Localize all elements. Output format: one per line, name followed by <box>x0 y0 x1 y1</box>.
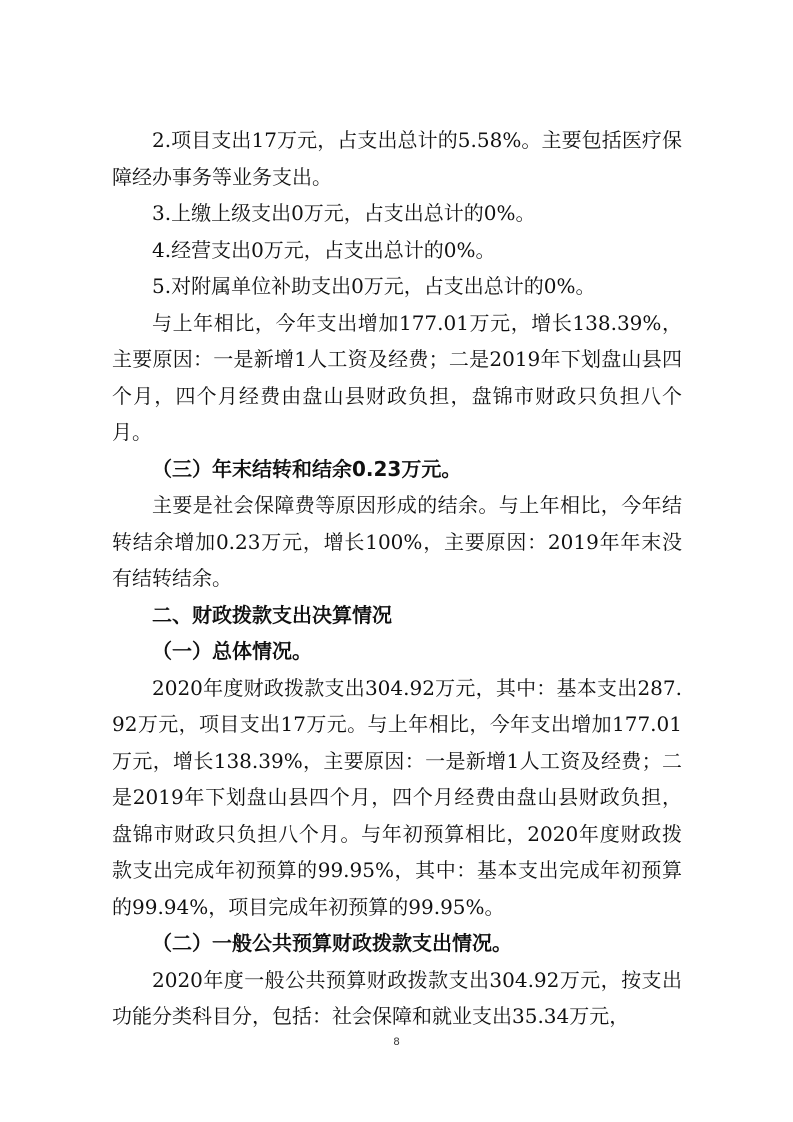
document-body <box>112 122 682 1035</box>
paragraph-general-budget-detail: 2020年度一般公共预算财政拨款支出304.92万元，按支出功能分类科目分，包括：社会保障和就业支出35.34万元， <box>112 967 682 1028</box>
paragraph-overall-detail: 2020年度财政拨款支出304.92万元，其中：基本支出287.92万元，项目支出17万元。与上年相比，今年支出增加177.01万元，增长138.39%，主要原因：一是新增1人工资及经费；二是2019年下划盘山县四个月，四个月经费由盘山县财政负担，盘锦市财政只负担八个月。与年初预算相比，2020年度财政拨款支出完成年初预算的99.95%，其中：基本支出完成年初预算的99.94%，项目完成年初预算的99.95%。 <box>112 675 682 919</box>
heading-year-end-balance: （三）年末结转和结余0.23万元。 <box>152 456 462 481</box>
paragraph-project-expense: 2.项目支出17万元，占支出总计的5.58%。主要包括医疗保障经办事务等业务支出。 <box>112 128 682 189</box>
paragraph-balance-detail: 主要是社会保障费等原因形成的结余。与上年相比，今年结转结余增加0.23万元，增长100%，主要原因：2019年年末没有结转结余。 <box>112 493 682 590</box>
paragraph-business-expense: 4.经营支出0万元，占支出总计的0%。 <box>152 237 496 262</box>
heading-fiscal-appropriation: 二、财政拨款支出决算情况 <box>152 602 392 627</box>
heading-overall-situation: （一）总体情况。 <box>152 639 312 663</box>
paragraph-upper-payment: 3.上缴上级支出0万元，占支出总计的0%。 <box>152 201 536 225</box>
heading-general-budget: （二）一般公共预算财政拨款支出情况。 <box>152 931 512 955</box>
paragraph-subsidiary-subsidy: 5.对附属单位补助支出0万元，占支出总计的0%。 <box>152 274 596 298</box>
page-number: 8 <box>393 1036 400 1048</box>
paragraph-year-comparison: 与上年相比，今年支出增加177.01万元，增长138.39%，主要原因：一是新增1人工资及经费；二是2019年下划盘山县四个月，四个月经费由盘山县财政负担，盘锦市财政只负担八个月。 <box>112 310 682 444</box>
